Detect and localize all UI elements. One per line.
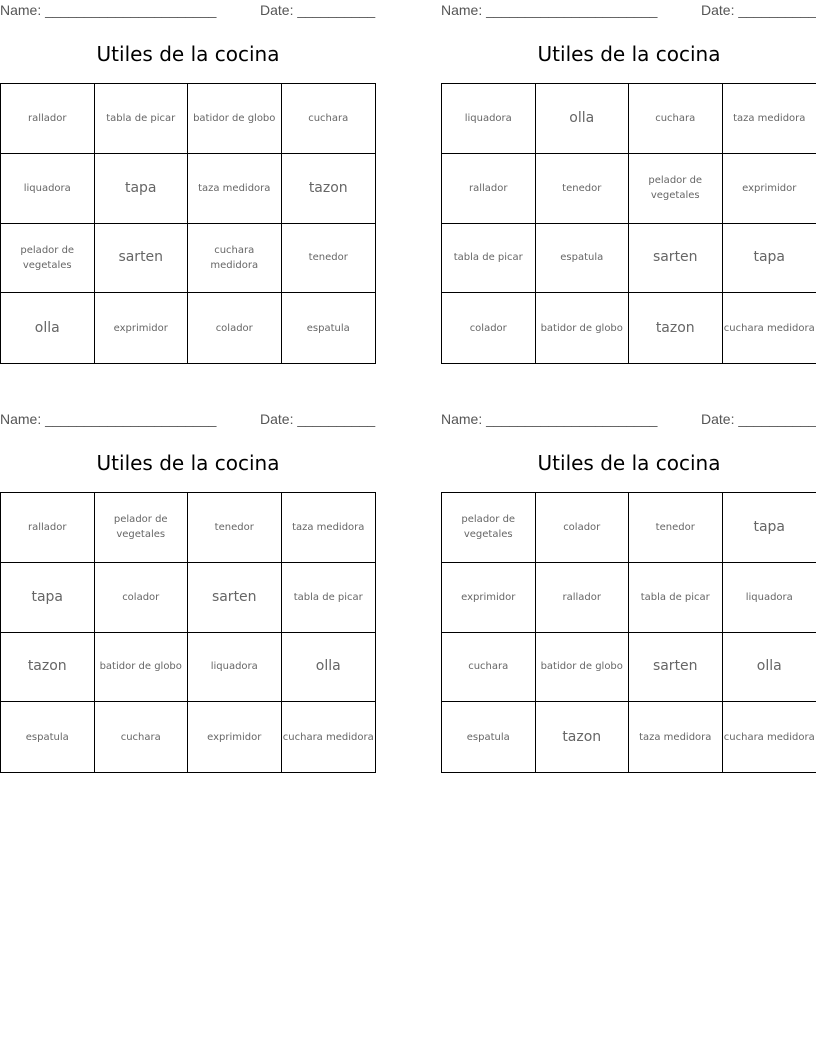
bingo-cell [442, 293, 536, 363]
bingo-cell-label: tazon [562, 728, 602, 745]
bingo-cell [1, 224, 95, 294]
card-header [0, 0, 376, 22]
bingo-cell-label: cuchara [655, 112, 696, 124]
bingo-cell [95, 84, 189, 154]
bingo-cell [1, 633, 95, 703]
bingo-cell-label: tabla de picar [640, 591, 710, 603]
bingo-cell [1, 563, 95, 633]
bingo-cell-label: batidor de globo [540, 322, 623, 334]
date-field: Date: __________ [701, 2, 816, 18]
bingo-cell [282, 702, 376, 772]
bingo-cell [629, 224, 723, 294]
name-field: Name: ______________________ [441, 411, 658, 427]
bingo-cell [95, 633, 189, 703]
bingo-cell [188, 293, 282, 363]
bingo-cell [723, 493, 816, 563]
bingo-cell-label: rallador [562, 591, 601, 603]
bingo-cell-label: rallador [27, 112, 67, 124]
bingo-cell-label: taza medidora [198, 182, 271, 194]
bingo-grid [441, 492, 816, 773]
bingo-cell [629, 84, 723, 154]
bingo-cell [723, 154, 816, 224]
bingo-cell [723, 563, 816, 633]
bingo-cell-label: batidor de globo [99, 661, 182, 673]
bingo-cell-label: exprimidor [461, 591, 516, 603]
bingo-cell [95, 293, 189, 363]
bingo-cell-label: espatula [466, 731, 510, 743]
bingo-cell [95, 702, 189, 772]
bingo-cell-label: liquadora [23, 182, 71, 194]
bingo-cell-label: cuchara medidora [723, 731, 815, 743]
bingo-cell-label: taza medidora [733, 112, 806, 124]
bingo-cell-label: tapa [124, 179, 157, 196]
bingo-cell-label: tenedor [655, 521, 695, 533]
bingo-cell [536, 633, 630, 703]
bingo-cell [282, 154, 376, 224]
card-header [441, 0, 816, 22]
bingo-cell-label: tazon [655, 319, 695, 336]
bingo-cell-label: colador [215, 322, 253, 334]
bingo-cell-label: espatula [306, 322, 350, 334]
bingo-cell-label: tenedor [562, 182, 602, 194]
bingo-cell-label: liquadora [745, 591, 793, 603]
bingo-cell-label: batidor de globo [540, 661, 623, 673]
bingo-cell [95, 154, 189, 224]
bingo-cell [536, 224, 630, 294]
bingo-cell-label: batidor de globo [193, 112, 276, 124]
name-field: Name: ______________________ [0, 411, 217, 427]
bingo-cell [536, 84, 630, 154]
bingo-cell-label: pelador de vegetales [648, 175, 703, 202]
bingo-cell [1, 702, 95, 772]
bingo-cell [188, 563, 282, 633]
bingo-cell [188, 702, 282, 772]
bingo-cell-label: cuchara [120, 731, 161, 743]
bingo-grid [0, 83, 376, 364]
bingo-cell-label: sarten [211, 588, 257, 605]
card-title: Utiles de la cocina [537, 42, 721, 66]
bingo-cell-label: tapa [31, 588, 64, 605]
bingo-cell-label: exprimidor [207, 731, 262, 743]
bingo-card [441, 409, 816, 745]
card-title: Utiles de la cocina [96, 451, 280, 475]
bingo-cell-label: tenedor [308, 252, 348, 264]
bingo-cell [629, 154, 723, 224]
bingo-cell-label: taza medidora [292, 521, 365, 533]
bingo-cell-label: sarten [118, 249, 164, 266]
date-field: Date: __________ [701, 411, 816, 427]
bingo-cell-label: espatula [25, 731, 69, 743]
bingo-cell [723, 224, 816, 294]
bingo-cell-label: taza medidora [639, 731, 712, 743]
bingo-cell-label: tazon [27, 658, 67, 675]
bingo-cell [629, 633, 723, 703]
bingo-cell [442, 84, 536, 154]
bingo-cell-label: sarten [652, 249, 698, 266]
bingo-cell-label: liquadora [210, 661, 258, 673]
bingo-cell [1, 84, 95, 154]
bingo-cell [536, 702, 630, 772]
bingo-cell [629, 493, 723, 563]
bingo-cell-label: cuchara [308, 112, 349, 124]
bingo-cell-label: tapa [753, 518, 786, 535]
bingo-cell-label: tabla de picar [106, 112, 176, 124]
bingo-cell [1, 493, 95, 563]
date-field: Date: __________ [260, 2, 376, 18]
bingo-cell [442, 224, 536, 294]
bingo-cell-label: rallador [27, 521, 67, 533]
card-header [0, 409, 376, 431]
bingo-cell-label: cuchara medidora [210, 244, 259, 271]
bingo-cell-label: colador [122, 591, 160, 603]
bingo-cell-label: cuchara medidora [282, 731, 374, 743]
card-title: Utiles de la cocina [537, 451, 721, 475]
bingo-cell [282, 563, 376, 633]
bingo-grid [0, 492, 376, 773]
name-field: Name: ______________________ [441, 2, 658, 18]
bingo-cell-label: exprimidor [742, 182, 797, 194]
bingo-cell [442, 154, 536, 224]
date-field: Date: __________ [260, 411, 376, 427]
bingo-cell [188, 224, 282, 294]
bingo-cell-label: colador [563, 521, 601, 533]
bingo-cell [442, 702, 536, 772]
bingo-cell-label: exprimidor [113, 322, 168, 334]
bingo-cell [723, 702, 816, 772]
bingo-cell-label: tapa [753, 249, 786, 266]
bingo-cell [282, 293, 376, 363]
bingo-cell-label: liquadora [464, 112, 512, 124]
bingo-cell-label: tazon [308, 179, 348, 196]
bingo-cell-label: olla [34, 319, 60, 336]
bingo-card [0, 0, 376, 336]
bingo-cell [629, 563, 723, 633]
bingo-cell-label: colador [469, 322, 507, 334]
bingo-cell-label: pelador de vegetales [113, 514, 168, 541]
bingo-cell [442, 563, 536, 633]
bingo-cell [95, 224, 189, 294]
bingo-cell [188, 493, 282, 563]
bingo-cell [282, 493, 376, 563]
bingo-cell-label: rallador [468, 182, 508, 194]
bingo-cell [188, 154, 282, 224]
bingo-cell-label: tabla de picar [293, 591, 363, 603]
bingo-cell-label: espatula [560, 252, 604, 264]
bingo-cell [723, 84, 816, 154]
bingo-cell [442, 633, 536, 703]
bingo-card [441, 0, 816, 336]
bingo-cell [536, 293, 630, 363]
bingo-cell [1, 154, 95, 224]
bingo-cell [282, 633, 376, 703]
bingo-cell [629, 293, 723, 363]
bingo-cell-label: tabla de picar [453, 252, 523, 264]
bingo-cell-label: pelador de vegetales [20, 244, 75, 271]
bingo-cell-label: pelador de vegetales [461, 514, 516, 541]
card-title: Utiles de la cocina [96, 42, 280, 66]
bingo-cell [188, 633, 282, 703]
bingo-cell [723, 293, 816, 363]
bingo-cell-label: olla [315, 658, 341, 675]
bingo-cell [95, 493, 189, 563]
bingo-cell [1, 293, 95, 363]
bingo-cell [536, 563, 630, 633]
card-header [441, 409, 816, 431]
bingo-cell [723, 633, 816, 703]
bingo-cell [282, 224, 376, 294]
name-field: Name: ______________________ [0, 2, 217, 18]
bingo-cell [536, 493, 630, 563]
bingo-cell [536, 154, 630, 224]
bingo-cell-label: sarten [652, 658, 698, 675]
bingo-cell-label: olla [756, 658, 782, 675]
bingo-cell-label: tenedor [214, 521, 254, 533]
bingo-cell [188, 84, 282, 154]
bingo-cell-label: cuchara [468, 661, 509, 673]
bingo-cell [442, 493, 536, 563]
bingo-cell [282, 84, 376, 154]
bingo-card [0, 409, 376, 743]
bingo-grid [441, 83, 816, 364]
bingo-cell [95, 563, 189, 633]
bingo-cell-label: olla [569, 109, 595, 126]
bingo-cell-label: cuchara medidora [723, 322, 815, 334]
bingo-cell [629, 702, 723, 772]
